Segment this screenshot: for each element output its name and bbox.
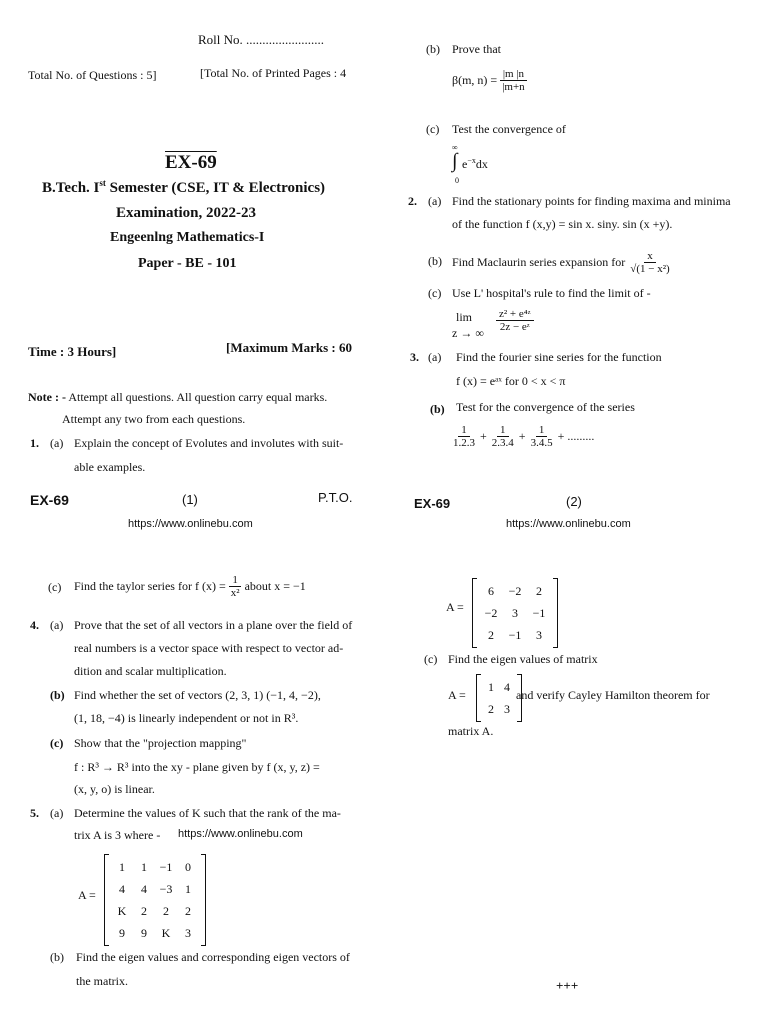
q1a-line-1: Explain the concept of Evolutes and involutes with suit-	[74, 436, 344, 450]
matrix2-cell: 4	[504, 680, 510, 694]
q3a-function: f (x) = eᵃˣ for 0 < x < π	[456, 374, 566, 388]
q1c-integral: ∫	[452, 150, 458, 172]
q3-number: 3.	[410, 350, 419, 364]
q5a-matrix-cell: 0	[185, 860, 191, 874]
q5a-matrix-cell: K	[161, 926, 171, 940]
q4c-label: (c)	[50, 736, 64, 750]
matrix3-cell: 2	[536, 584, 542, 598]
q4c-line-1: Show that the "projection mapping"	[74, 736, 247, 750]
exam-title: Examination, 2022-23	[116, 205, 257, 221]
matrix3-cell: 6	[488, 584, 494, 598]
q2c-text: Use L' hospital's rule to find the limit of -	[452, 286, 651, 300]
footer-page-2: (2)	[566, 494, 582, 509]
q5b-line-2: the matrix.	[76, 974, 128, 988]
q5a-matrix-cell: 1	[141, 860, 147, 874]
q4b-line-2: (1, 18, −4) is linearly independent or not in R³.	[74, 711, 299, 725]
q5b-label: (b)	[50, 950, 64, 964]
matrix3-label: A =	[446, 600, 464, 614]
q5a-matrix-cell: −3	[159, 882, 173, 896]
paper-number: Paper - BE - 101	[138, 256, 237, 271]
q4-number: 4.	[30, 618, 39, 632]
q4a-line-3: dition and scalar multiplication.	[74, 664, 227, 678]
q5c-label: (c)	[424, 652, 438, 666]
footer-url-2[interactable]: https://www.onlinebu.com	[506, 518, 631, 530]
matrix3-cell: −1	[508, 628, 522, 642]
q5a-matrix-cell: 9	[141, 926, 147, 940]
matrix3-cell: 3	[512, 606, 518, 620]
q4b-line-1: Find whether the set of vectors (2, 3, 1) (−1, 4, −2),	[74, 688, 321, 702]
roll-no: Roll No. ........................	[198, 32, 325, 47]
total-pages: [Total No. of Printed Pages : 4	[200, 66, 347, 80]
matrix2-cell: 2	[488, 702, 494, 716]
end-mark: +++	[556, 978, 579, 993]
q5a-matrix-cell: 4	[119, 882, 125, 896]
matrix2-cell: 1	[488, 680, 494, 694]
q3a-text: Find the fourier sine series for the function	[456, 350, 662, 364]
q5a-url[interactable]: https://www.onlinebu.com	[178, 828, 303, 840]
q1c-integrand: $e^{-x}dx$	[462, 156, 488, 171]
q5a-matrix-cell: 4	[141, 882, 147, 896]
course-title: B.Tech. Ist Semester (CSE, IT & Electronics)	[42, 178, 326, 196]
note-line-1: Note : - Attempt all questions. All question carry equal marks.	[28, 390, 328, 404]
q4b-label: (b)	[50, 688, 65, 702]
matrix3-cell: −1	[532, 606, 546, 620]
q1b-formula: β(m, n) = $\frac{|m |n}{|m+n}$	[452, 68, 530, 93]
q2c-fraction: $\frac{\text{z² + e⁴ᶻ}}{\text{2z − eᶻ}}$	[494, 308, 536, 333]
paper-code: EX-69	[165, 152, 217, 173]
q3b-series: $\frac{1}{1.2.3}$ + $\frac{1}{2.3.4}$ + $\frac{1}{3.4.5}$ + .........	[453, 424, 595, 449]
q1a-line-2: able examples.	[74, 460, 146, 474]
matrix3-cell: 2	[488, 628, 494, 642]
q2c-lim: lim	[456, 310, 473, 324]
q5a-line-2: trix A is 3 where -	[74, 828, 161, 842]
q2c-lim-sub: z → ∞	[452, 326, 484, 340]
q1b-label: (b)	[426, 42, 440, 56]
q5a-matrix	[104, 854, 206, 946]
matrix2-cell: 3	[504, 702, 510, 716]
footer-url-1[interactable]: https://www.onlinebu.com	[128, 518, 253, 530]
q2b-text: Find Maclaurin series expansion for $\frac{x}{\text{√(1 − x²)}}$	[452, 250, 670, 275]
q5a-label: (a)	[50, 806, 64, 820]
q5a-matrix-cell: 2	[163, 904, 169, 918]
q3c-text: Find the taylor series for f (x) = $\frac{1}{\text{x²}}$ about x = −1	[74, 574, 306, 599]
footer-code-1: EX-69	[30, 492, 69, 508]
q2c-label: (c)	[428, 286, 442, 300]
matrix3	[472, 578, 558, 648]
total-questions: Total No. of Questions : 5]	[28, 68, 157, 82]
q1-number: 1.	[30, 436, 39, 450]
q5c-matrix-label: A =	[448, 688, 466, 702]
q2-number: 2.	[408, 194, 417, 208]
q2a-line-1: Find the stationary points for finding maxima and minima	[452, 194, 731, 208]
q1c-lower-limit: 0	[455, 176, 459, 185]
q5a-matrix-cell: K	[117, 904, 127, 918]
q5a-matrix-cell: 2	[141, 904, 147, 918]
q4c-line-3: (x, y, o) is linear.	[74, 782, 155, 796]
q5c-tail: and verify Cayley Hamilton theorem for	[516, 688, 710, 702]
q5b-line-1: Find the eigen values and corresponding eigen vectors of	[76, 950, 350, 964]
q3b-text: Test for the convergence of the series	[456, 400, 635, 414]
max-marks: [Maximum Marks : 60	[226, 340, 353, 355]
footer-page-1: (1)	[182, 492, 198, 507]
q1a-label: (a)	[50, 436, 64, 450]
q5a-matrix-cell: 9	[119, 926, 125, 940]
matrix3-cell: −2	[484, 606, 498, 620]
subject-title: Engeenlng Mathematics-I	[110, 230, 265, 245]
q3b-label: (b)	[430, 402, 445, 416]
q3c-label: (c)	[48, 580, 62, 594]
q1c-text: Test the convergence of	[452, 122, 566, 136]
matrix3-cell: −2	[508, 584, 522, 598]
q5a-matrix-label: A =	[78, 888, 96, 902]
q5a-matrix-cell: 1	[185, 882, 191, 896]
q4c-line-2: f : R³ → R³ into the xy - plane given by f (x, y, z) =	[74, 760, 320, 774]
q5c-line-2: matrix A.	[448, 724, 494, 738]
footer-pto: P.T.O.	[318, 490, 353, 505]
q3a-label: (a)	[428, 350, 442, 364]
q5-number: 5.	[30, 806, 39, 820]
q4a-line-2: real numbers is a vector space with respect to vector ad-	[74, 641, 344, 655]
q2b-label: (b)	[428, 254, 442, 268]
q1c-upper-limit: ∞	[452, 143, 458, 152]
q4a-line-1: Prove that the set of all vectors in a plane over the field of	[74, 618, 353, 632]
q5a-line-1: Determine the values of K such that the rank of the ma-	[74, 806, 341, 820]
q1c-label: (c)	[426, 122, 440, 136]
q5a-matrix-cell: −1	[159, 860, 173, 874]
q1b-text: Prove that	[452, 42, 501, 56]
q5a-matrix-cell: 1	[119, 860, 125, 874]
q5c-text: Find the eigen values of matrix	[448, 652, 598, 666]
footer-code-2: EX-69	[414, 496, 451, 511]
time-allowed: Time : 3 Hours]	[28, 344, 117, 359]
q5a-matrix-cell: 2	[185, 904, 191, 918]
q2a-label: (a)	[428, 194, 442, 208]
note-line-2: Attempt any two from each questions.	[62, 412, 246, 426]
q2a-line-2: of the function f (x,y) = sin x. siny. sin (x +y).	[452, 217, 673, 231]
q5a-matrix-cell: 3	[185, 926, 191, 940]
q4a-label: (a)	[50, 618, 64, 632]
matrix3-cell: 3	[536, 628, 542, 642]
